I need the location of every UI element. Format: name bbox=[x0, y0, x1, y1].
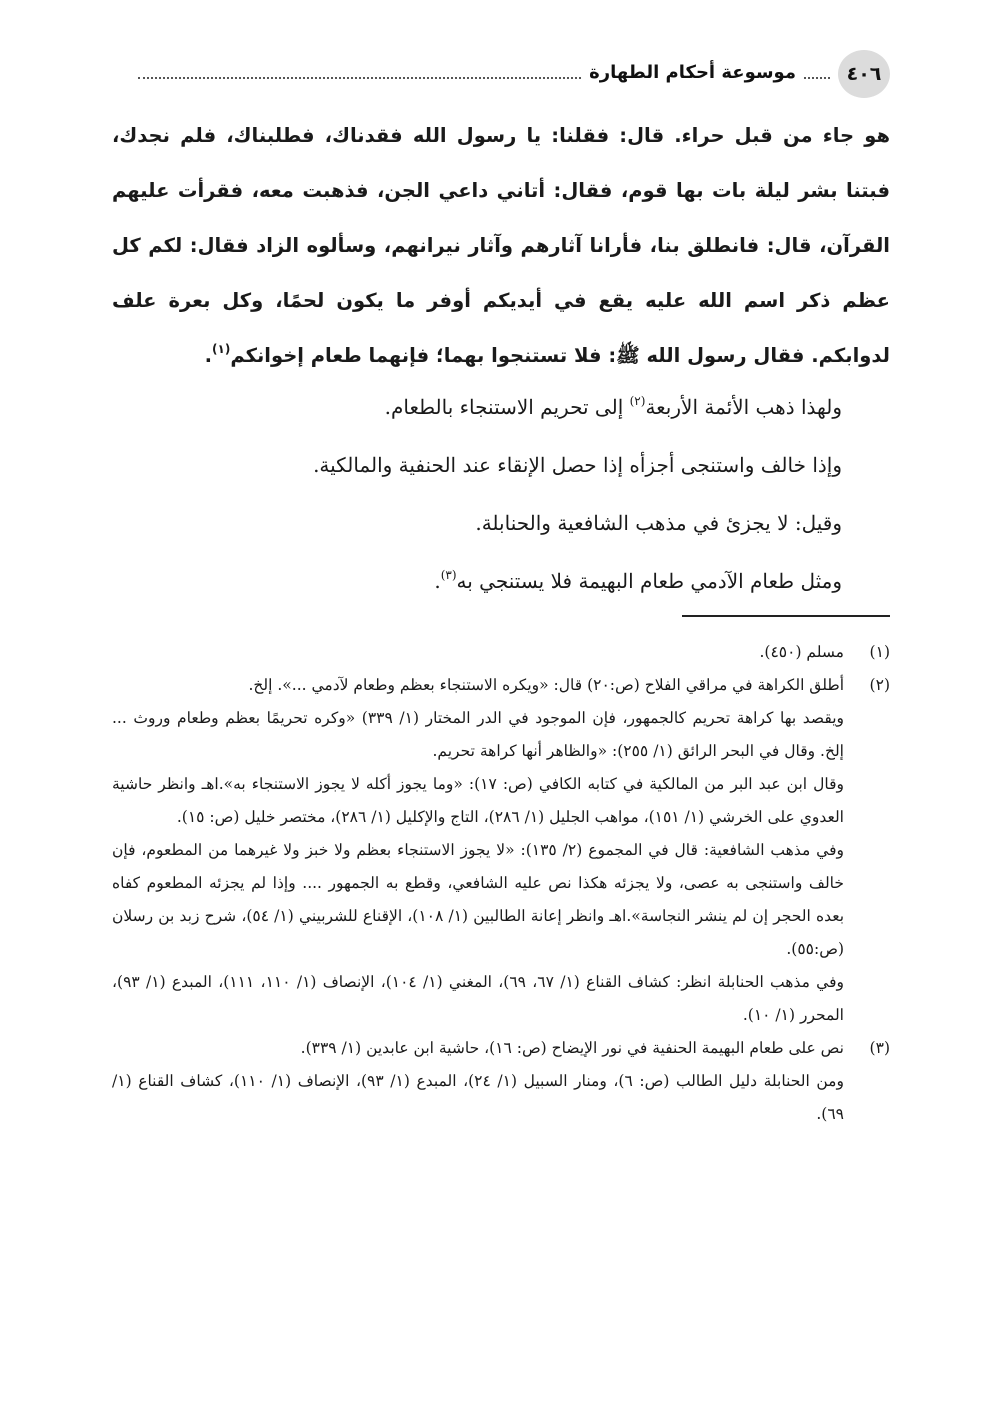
footnote-paragraph: ومن الحنابلة دليل الطالب (ص: ٦)، ومنار السبيل (١/ ٢٤)، المبدع (١/ ٩٣)، الإنصاف (١/ ١١٠)، كشاف القناع (١/ ٦٩). bbox=[112, 1072, 844, 1123]
footnote-paragraph: نص على طعام البهيمة الحنفية في نور الإيضاح (ص: ١٦)، حاشية ابن عابدين (١/ ٣٣٩). bbox=[300, 1039, 844, 1057]
footnote-ref-2[interactable]: (٢) bbox=[629, 394, 646, 408]
ruling-lines bbox=[112, 378, 842, 610]
ruling-line-1-text: ولهذا ذهب الأئمة الأربعة bbox=[645, 395, 842, 419]
footnote-paragraph: وفي مذهب الشافعية: قال في المجموع (٢/ ١٣٥): «لا يجوز الاستنجاء بعظم ولا خبز ولا غيرهما من المطعوم، فإن خالف واستنجى به عصى، ولا يجزئه هكذا نص عليه الشافعي، وقطع به الجمهور .... وإذا لم يجزئه المطعوم كفاه بعده الحجر إن لم ينشر النجاسة».اهـ وانظر إعانة الطالبين (١/ ١٠٨)، الإقناع للشربيني (١/ ٥٤)، شرح زبد بن رسلان (ص:٥٥). bbox=[112, 841, 845, 958]
hadith-end: . bbox=[204, 344, 213, 367]
footnote-3 bbox=[112, 1032, 890, 1131]
footnote-number: (٣) bbox=[869, 1039, 890, 1057]
footnote-ref-3[interactable]: (٣) bbox=[440, 568, 457, 582]
page-header bbox=[138, 50, 890, 98]
running-title-row bbox=[138, 62, 830, 83]
ruling-line-4-end: . bbox=[434, 569, 441, 593]
footnote-paragraph: أطلق الكراهة في مراقي الفلاح (ص:٢٠) قال: «ويكره الاستنجاء بعظم وطعام لآدمي ...». إلخ. bbox=[248, 676, 844, 694]
footnote-body bbox=[112, 669, 844, 1032]
running-title: موسوعة أحكام الطهارة bbox=[589, 62, 796, 83]
footnote-body bbox=[112, 1032, 844, 1131]
dotted-leader-left bbox=[138, 67, 581, 79]
footnote-body bbox=[112, 636, 844, 669]
footnote-separator bbox=[682, 615, 890, 617]
ruling-line-4 bbox=[112, 552, 842, 610]
footnote-paragraph: ويقصد بها كراهة تحريم كالجمهور، فإن الموجود في الدر المختار (١/ ٣٣٩) «وكره تحريمًا بعظم وطعام وروث ... إلخ. وقال في البحر الرائق (١/ ٢٥٥): «والظاهر أنها كراهة تحريم. bbox=[112, 709, 844, 760]
page-number: ٤٠٦ bbox=[838, 50, 890, 98]
footnotes bbox=[112, 636, 890, 1131]
footnote-paragraph: وقال ابن عبد البر من المالكية في كتابه الكافي (ص: ١٧): «وما يجوز أكله لا يجوز الاستنجاء به».اهـ وانظر حاشية العدوي على الخرشي (١/ ١٥١)، مواهب الجليل (١/ ٢٨٦)، التاج والإكليل (١/ ٢٨٦)، مختصر خليل (ص: ١٥). bbox=[112, 775, 844, 826]
footnote-2 bbox=[112, 669, 890, 1032]
footnote-number: (٢) bbox=[869, 676, 890, 694]
footnote-ref-1[interactable]: (١) bbox=[212, 342, 231, 356]
ruling-line-1-end: إلى تحريم الاستنجاء بالطعام. bbox=[384, 395, 630, 419]
hadith-text-block bbox=[112, 108, 890, 383]
footnote-paragraph: مسلم (٤٥٠). bbox=[759, 643, 844, 661]
dotted-leader-right bbox=[804, 67, 830, 79]
footnote-1 bbox=[112, 636, 890, 669]
ruling-line-4-text: ومثل طعام الآدمي طعام البهيمة فلا يستنجي به bbox=[456, 569, 842, 593]
hadith-paragraph bbox=[112, 108, 890, 383]
hadith-text: هو جاء من قبل حراء. قال: فقلنا: يا رسول الله فقدناك، فطلبناك، فلم نجدك، فبتنا بشر ليلة بات بها قوم، فقال: أتاني داعي الجن، فذهبت معه، فقرأت عليهم القرآن، قال: فانطلق بنا، فأرانا آثارهم وآثار نيرانهم، وسألوه الزاد فقال: لكم كل عظم ذكر اسم الله عليه يقع في أيديكم أوفر ما يكون لحمًا، وكل بعرة علف لدوابكم. فقال رسول الله ﷺ: فلا تستنجوا بهما؛ فإنهما طعام إخوانكم bbox=[112, 124, 890, 367]
ruling-line-2: وإذا خالف واستنجى أجزأه إذا حصل الإنقاء عند الحنفية والمالكية. bbox=[313, 453, 842, 477]
footnote-paragraph: وفي مذهب الحنابلة انظر: كشاف القناع (١/ ٦٧، ٦٩)، المغني (١/ ١٠٤)، الإنصاف (١/ ١١٠، ١١١)، المبدع (١/ ٩٣)، المحرر (١/ ١٠). bbox=[112, 973, 844, 1024]
ruling-line-3: وقيل: لا يجزئ في مذهب الشافعية والحنابلة. bbox=[475, 511, 842, 535]
footnote-number: (١) bbox=[869, 643, 890, 661]
ruling-line-1 bbox=[112, 378, 842, 436]
